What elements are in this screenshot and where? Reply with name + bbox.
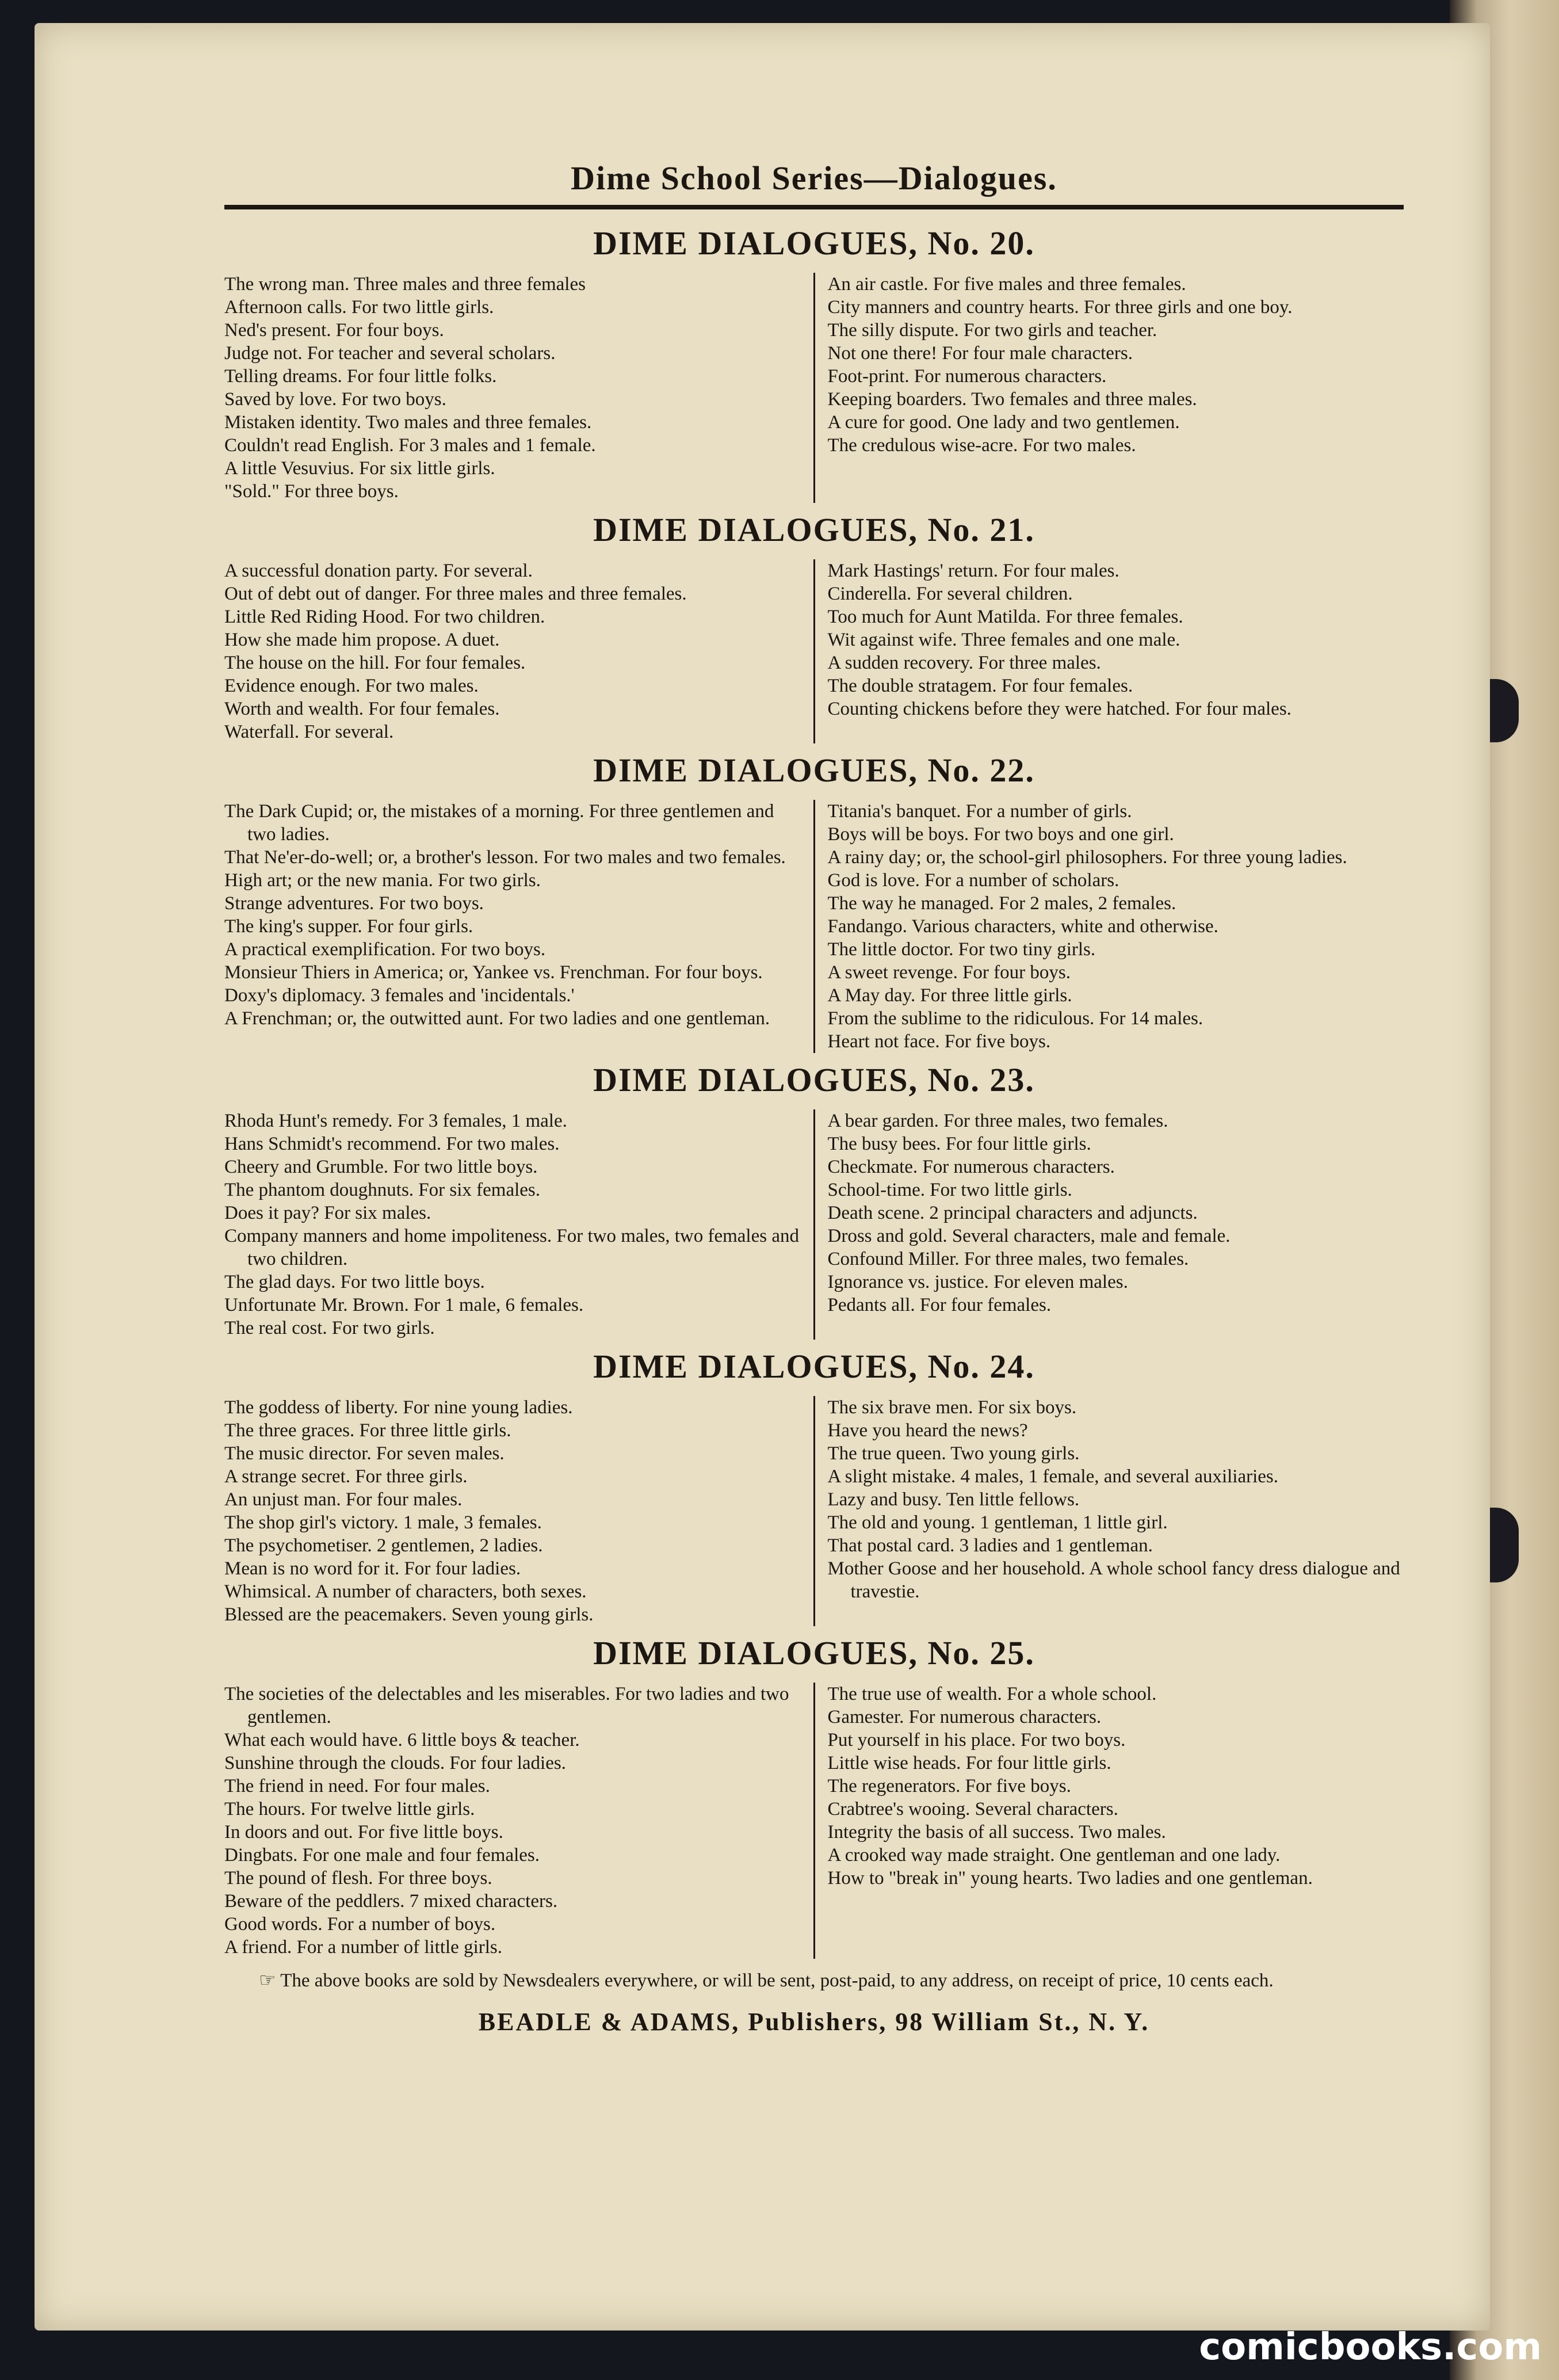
running-head: Dime School Series—Dialogues. <box>571 159 1057 197</box>
dialogue-entry: That Ne'er-do-well; or, a brother's lesson. For two males and two females. <box>224 847 786 868</box>
dialogue-entry: The king's supper. For four girls. <box>224 916 473 937</box>
dialogue-entry: Confound Miller. For three males, two females. <box>827 1249 1189 1269</box>
column-right <box>813 1396 1404 1626</box>
dialogue-entry: Little Red Riding Hood. For two children. <box>224 607 545 627</box>
dialogue-entry: The music director. For seven males. <box>224 1443 505 1464</box>
dialogue-entry: Gamester. For numerous characters. <box>827 1707 1102 1727</box>
dialogue-entry: An unjust man. For four males. <box>224 1489 463 1510</box>
dialogue-entry: A successful donation party. For several. <box>224 560 533 581</box>
dialogue-entry: Beware of the peddlers. 7 mixed characters. <box>224 1891 558 1912</box>
dialogue-entry: School-time. For two little girls. <box>827 1180 1072 1200</box>
dialogue-entry: The little doctor. For two tiny girls. <box>827 939 1096 960</box>
dialogue-entry: Ned's present. For four boys. <box>224 320 444 341</box>
dialogue-entry: The psychometiser. 2 gentlemen, 2 ladies. <box>224 1535 543 1556</box>
dialogue-entry: Boys will be boys. For two boys and one girl. <box>827 824 1174 845</box>
dialogue-entry: Cheery and Grumble. For two little boys. <box>224 1157 538 1177</box>
dialogue-entry: The regenerators. For five boys. <box>827 1776 1071 1797</box>
dialogue-entry: The pound of flesh. For three boys. <box>224 1868 492 1889</box>
dialogue-entry: Judge not. For teacher and several scholars. <box>224 343 556 364</box>
dialogue-section <box>224 1056 1404 1340</box>
dialogue-entry: The phantom doughnuts. For six females. <box>224 1180 541 1200</box>
dialogue-entry: Fandango. Various characters, white and otherwise. <box>827 916 1218 937</box>
dialogue-entry: Strange adventures. For two boys. <box>224 893 484 914</box>
dialogue-entry: Afternoon calls. For two little girls. <box>224 297 494 318</box>
dialogue-entry: A strange secret. For three girls. <box>224 1466 468 1487</box>
dialogue-entry: Foot-print. For numerous characters. <box>827 366 1107 387</box>
dialogue-entry: City manners and country hearts. For three girls and one boy. <box>827 297 1293 318</box>
dialogue-entry: Death scene. 2 principal characters and adjuncts. <box>827 1203 1198 1223</box>
dialogue-entry: The hours. For twelve little girls. <box>224 1799 475 1820</box>
dialogue-entry: Too much for Aunt Matilda. For three females. <box>827 607 1183 627</box>
dialogue-entry: A friend. For a number of little girls. <box>224 1937 502 1958</box>
dialogue-entry: Pedants all. For four females. <box>827 1295 1052 1315</box>
dialogue-entry: From the sublime to the ridiculous. For 14 males. <box>827 1008 1203 1029</box>
dialogue-entry: Keeping boarders. Two females and three males. <box>827 389 1197 410</box>
dialogue-entry: Lazy and busy. Ten little fellows. <box>827 1489 1080 1510</box>
dialogue-section <box>224 747 1404 1053</box>
dialogue-entry: Company manners and home impoliteness. For two males, two females and two children. <box>224 1226 799 1269</box>
dialogue-entry: Ignorance vs. justice. For eleven males. <box>827 1272 1128 1292</box>
section-title: DIME DIALOGUES, No. 23. <box>593 1061 1035 1099</box>
dialogue-entry: The double stratagem. For four females. <box>827 676 1133 696</box>
dialogue-entry: Sunshine through the clouds. For four ladies. <box>224 1753 566 1773</box>
dialogue-entry: Blessed are the peacemakers. Seven young girls. <box>224 1604 594 1625</box>
dialogue-entry: An air castle. For five males and three females. <box>827 274 1186 295</box>
dialogue-entry: The real cost. For two girls. <box>224 1318 435 1338</box>
dialogue-entry: Unfortunate Mr. Brown. For 1 male, 6 females. <box>224 1295 584 1315</box>
dialogue-entry: A practical exemplification. For two boys. <box>224 939 546 960</box>
dialogue-entry: The true use of wealth. For a whole school. <box>827 1684 1157 1704</box>
dialogue-entry: The glad days. For two little boys. <box>224 1272 485 1292</box>
dialogue-entry: The old and young. 1 gentleman, 1 little girl. <box>827 1512 1168 1533</box>
page-content <box>224 155 1404 2036</box>
dialogue-entry: Hans Schmidt's recommend. For two males. <box>224 1134 560 1154</box>
dialogue-entry: How to "break in" young hearts. Two ladies and one gentleman. <box>827 1868 1313 1889</box>
dialogue-entry: Put yourself in his place. For two boys. <box>827 1730 1126 1750</box>
section-title: DIME DIALOGUES, No. 25. <box>593 1634 1035 1672</box>
dialogue-entry: The true queen. Two young girls. <box>827 1443 1080 1464</box>
column-left <box>224 800 813 1053</box>
dialogue-entry: Cinderella. For several children. <box>827 583 1073 604</box>
section-title: DIME DIALOGUES, No. 20. <box>593 224 1035 262</box>
dialogue-entry: Out of debt out of danger. For three males and three females. <box>224 583 687 604</box>
dialogue-entry: The three graces. For three little girls. <box>224 1420 511 1441</box>
dialogue-entry: Couldn't read English. For 3 males and 1 female. <box>224 435 596 456</box>
dialogue-entry: The Dark Cupid; or, the mistakes of a morning. For three gentlemen and two ladies. <box>224 801 774 845</box>
dialogue-entry: Mean is no word for it. For four ladies. <box>224 1558 521 1579</box>
dialogue-entry: A bear garden. For three males, two females. <box>827 1111 1168 1131</box>
dialogue-entry: A sweet revenge. For four boys. <box>827 962 1071 983</box>
dialogue-entry: Does it pay? For six males. <box>224 1203 431 1223</box>
dialogue-entry: A rainy day; or, the school-girl philosophers. For three young ladies. <box>827 847 1347 868</box>
dialogue-entry: Titania's banquet. For a number of girls. <box>827 801 1132 822</box>
head-rule <box>224 205 1404 209</box>
dialogue-entry: A Frenchman; or, the outwitted aunt. For two ladies and one gentleman. <box>224 1008 770 1029</box>
dialogue-entry: Telling dreams. For four little folks. <box>224 366 497 387</box>
dialogue-entry: Wit against wife. Three females and one male. <box>827 630 1180 650</box>
dialogue-entry: Little wise heads. For four little girls. <box>827 1753 1111 1773</box>
watermark: comicbooks.com <box>1199 2326 1542 2368</box>
dialogue-entry: Checkmate. For numerous characters. <box>827 1157 1115 1177</box>
dialogue-entry: Rhoda Hunt's remedy. For 3 females, 1 male. <box>224 1111 567 1131</box>
dialogue-entry: The silly dispute. For two girls and teacher. <box>827 320 1157 341</box>
dialogue-entry: Whimsical. A number of characters, both sexes. <box>224 1581 587 1602</box>
section-columns <box>224 800 1404 1053</box>
dialogue-entry: Evidence enough. For two males. <box>224 676 479 696</box>
column-left <box>224 1683 813 1959</box>
dialogue-entry: A cure for good. One lady and two gentlemen. <box>827 412 1180 433</box>
dialogue-entry: High art; or the new mania. For two girls. <box>224 870 541 891</box>
dialogue-entry: Integrity the basis of all success. Two males. <box>827 1822 1166 1843</box>
section-columns <box>224 1396 1404 1626</box>
dialogue-entry: What each would have. 6 little boys & teacher. <box>224 1730 580 1750</box>
dialogue-entry: Monsieur Thiers in America; or, Yankee vs. Frenchman. For four boys. <box>224 962 763 983</box>
publisher-imprint: BEADLE & ADAMS, Publishers, 98 William St., N. Y. <box>478 2008 1150 2036</box>
dialogue-entry: The house on the hill. For four females. <box>224 653 526 673</box>
dialogue-entry: The busy bees. For four little girls. <box>827 1134 1091 1154</box>
column-left <box>224 1109 813 1340</box>
dialogue-entry: How she made him propose. A duet. <box>224 630 500 650</box>
column-left <box>224 559 813 743</box>
dialogue-entry: The way he managed. For 2 males, 2 females. <box>827 893 1176 914</box>
dialogue-entry: Mark Hastings' return. For four males. <box>827 560 1119 581</box>
dialogue-entry: Heart not face. For five boys. <box>827 1031 1051 1052</box>
dialogue-entry: Dingbats. For one male and four females. <box>224 1845 540 1866</box>
dialogue-entry: Doxy's diplomacy. 3 females and 'incidentals.' <box>224 985 575 1006</box>
dialogue-section <box>224 1630 1404 1959</box>
column-right <box>813 273 1404 503</box>
dialogue-section <box>224 220 1404 503</box>
dialogue-entry: Mother Goose and her household. A whole school fancy dress dialogue and travestie. <box>827 1558 1400 1602</box>
dialogue-entry: Have you heard the news? <box>827 1420 1028 1441</box>
dialogue-entry: A crooked way made straight. One gentleman and one lady. <box>827 1845 1281 1866</box>
dialogue-entry: In doors and out. For five little boys. <box>224 1822 503 1843</box>
column-right <box>813 1109 1404 1340</box>
column-right <box>813 559 1404 743</box>
dialogue-entry: Good words. For a number of boys. <box>224 1914 496 1935</box>
section-columns <box>224 1683 1404 1959</box>
section-columns <box>224 273 1404 503</box>
dialogue-entry: A sudden recovery. For three males. <box>827 653 1101 673</box>
dialogue-section <box>224 1343 1404 1626</box>
column-right <box>813 1683 1404 1959</box>
printed-page <box>35 23 1490 2331</box>
dialogue-entry: The friend in need. For four males. <box>224 1776 490 1797</box>
dialogue-entry: The goddess of liberty. For nine young ladies. <box>224 1397 573 1418</box>
footer-note: ☞ The above books are sold by Newsdealers everywhere, or will be sent, post-paid, to any address, on receipt of price, 10 cents each. <box>259 1970 1274 1991</box>
dialogue-entry: A slight mistake. 4 males, 1 female, and several auxiliaries. <box>827 1466 1279 1487</box>
dialogue-entry: A May day. For three little girls. <box>827 985 1072 1006</box>
section-columns <box>224 559 1404 743</box>
dialogue-entry: God is love. For a number of scholars. <box>827 870 1119 891</box>
column-left <box>224 273 813 503</box>
column-right <box>813 800 1404 1053</box>
dialogue-entry: Not one there! For four male characters. <box>827 343 1133 364</box>
dialogue-entry: Dross and gold. Several characters, male and female. <box>827 1226 1231 1246</box>
dialogue-entry: The shop girl's victory. 1 male, 3 females. <box>224 1512 542 1533</box>
section-title: DIME DIALOGUES, No. 24. <box>593 1348 1035 1385</box>
dialogue-entry: The societies of the delectables and les miserables. For two ladies and two gentlemen. <box>224 1684 789 1727</box>
sections-container <box>224 220 1404 1959</box>
dialogue-entry: Waterfall. For several. <box>224 722 394 742</box>
dialogue-entry: Worth and wealth. For four females. <box>224 699 500 719</box>
section-title: DIME DIALOGUES, No. 22. <box>593 752 1035 789</box>
dialogue-entry: Mistaken identity. Two males and three females. <box>224 412 592 433</box>
section-title: DIME DIALOGUES, No. 21. <box>593 511 1035 548</box>
dialogue-entry: Saved by love. For two boys. <box>224 389 446 410</box>
dialogue-entry: "Sold." For three boys. <box>224 481 399 502</box>
dialogue-entry: The wrong man. Three males and three females <box>224 274 586 295</box>
dialogue-entry: Counting chickens before they were hatched. For four males. <box>827 699 1291 719</box>
section-columns <box>224 1109 1404 1340</box>
dialogue-entry: Crabtree's wooing. Several characters. <box>827 1799 1118 1820</box>
dialogue-section <box>224 506 1404 743</box>
dialogue-entry: That postal card. 3 ladies and 1 gentleman. <box>827 1535 1153 1556</box>
dialogue-entry: The six brave men. For six boys. <box>827 1397 1077 1418</box>
column-left <box>224 1396 813 1626</box>
dialogue-entry: The credulous wise-acre. For two males. <box>827 435 1136 456</box>
dialogue-entry: A little Vesuvius. For six little girls. <box>224 458 495 479</box>
